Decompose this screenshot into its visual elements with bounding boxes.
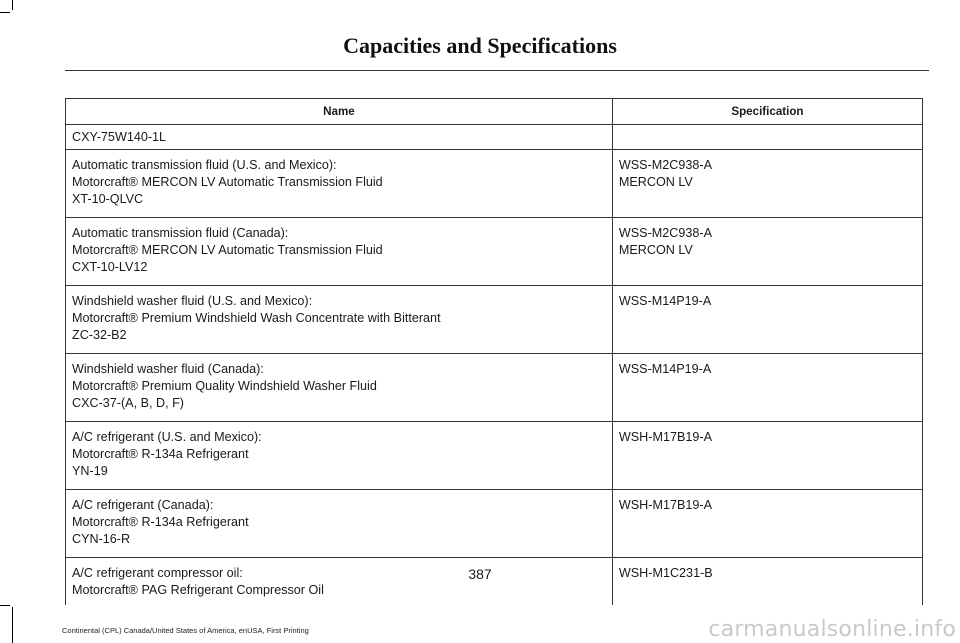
cell-name bbox=[66, 490, 613, 558]
cell-name-line: A/C refrigerant compressor oil: bbox=[72, 566, 243, 580]
cell-name-line: Automatic transmission fluid (U.S. and Mexico): bbox=[72, 158, 337, 172]
cell-name bbox=[66, 125, 613, 150]
cell-name bbox=[66, 218, 613, 286]
crop-mark-bottom-left-v bbox=[12, 607, 13, 643]
title-rule bbox=[65, 70, 929, 71]
cell-name-line: CXY-75W140-1L bbox=[72, 130, 167, 144]
cell-specification bbox=[612, 286, 922, 354]
cell-specification-line: WSS-M2C938-A bbox=[618, 226, 712, 240]
cell-specification bbox=[612, 490, 922, 558]
cell-name-line: Motorcraft® R-134a Refrigerant bbox=[72, 447, 249, 461]
table-header-row bbox=[66, 99, 923, 125]
cell-specification bbox=[612, 150, 922, 218]
cell-name-line: Motorcraft® PAG Refrigerant Compressor Oil bbox=[72, 583, 324, 597]
page-number: 387 bbox=[468, 566, 492, 582]
cell-name bbox=[66, 422, 613, 490]
cell-name-line: ZC-32-B2 bbox=[72, 328, 127, 342]
cell-name-line: CXC-37-(A, B, D, F) bbox=[72, 396, 184, 410]
crop-mark-bottom-left-h bbox=[0, 605, 10, 606]
cell-name-line: Motorcraft® MERCON LV Automatic Transmission Fluid bbox=[72, 243, 383, 257]
cell-name bbox=[66, 286, 613, 354]
cell-name-line: Motorcraft® Premium Windshield Wash Concentrate with Bitterant bbox=[72, 311, 441, 325]
cell-name-line: Motorcraft® R-134a Refrigerant bbox=[72, 515, 249, 529]
printing-footer: Continental (CPL) Canada/United States of America, enUSA, First Printing bbox=[62, 626, 309, 635]
cell-specification-line: WSS-M2C938-A bbox=[618, 158, 712, 172]
cell-specification-line: MERCON LV bbox=[618, 243, 693, 257]
cell-name-line: A/C refrigerant (Canada): bbox=[72, 498, 214, 512]
cell-specification bbox=[612, 422, 922, 490]
page-title: Capacities and Specifications bbox=[343, 33, 617, 58]
table-row bbox=[66, 150, 923, 218]
table-body bbox=[66, 125, 923, 606]
cell-name-line: CXT-10-LV12 bbox=[72, 260, 148, 274]
cell-name-line: Motorcraft® Premium Quality Windshield Washer Fluid bbox=[72, 379, 377, 393]
cell-specification-line: WSS-M14P19-A bbox=[618, 362, 712, 376]
cell-name-line: Windshield washer fluid (U.S. and Mexico): bbox=[72, 294, 313, 308]
table-row bbox=[66, 286, 923, 354]
crop-mark-top-left-v bbox=[12, 0, 13, 10]
table-row bbox=[66, 490, 923, 558]
cell-name-line: Windshield washer fluid (Canada): bbox=[72, 362, 264, 376]
cell-name-line: CYN-16-R bbox=[72, 532, 131, 546]
table-row bbox=[66, 354, 923, 422]
crop-mark-top-left-h bbox=[0, 12, 10, 13]
table-row bbox=[66, 125, 923, 150]
cell-specification-line: WSH-M1C231-B bbox=[618, 566, 713, 580]
cell-specification-line: MERCON LV bbox=[618, 175, 693, 189]
cell-specification bbox=[612, 354, 922, 422]
cell-specification bbox=[612, 125, 922, 150]
table-row bbox=[66, 218, 923, 286]
column-header-specification: Specification bbox=[612, 99, 922, 125]
table-row bbox=[66, 422, 923, 490]
cell-name-line: Motorcraft® MERCON LV Automatic Transmission Fluid bbox=[72, 175, 383, 189]
column-header-name: Name bbox=[66, 99, 613, 125]
specification-table bbox=[65, 98, 923, 605]
cell-name-line: Automatic transmission fluid (Canada): bbox=[72, 226, 289, 240]
cell-specification bbox=[612, 218, 922, 286]
cell-name bbox=[66, 150, 613, 218]
cell-specification-line: WSH-M17B19-A bbox=[618, 430, 712, 444]
cell-name bbox=[66, 354, 613, 422]
cell-name-line: A/C refrigerant (U.S. and Mexico): bbox=[72, 430, 262, 444]
cell-name-line: XT-10-QLVC bbox=[72, 192, 144, 206]
cell-name-line: YN-19 bbox=[72, 464, 108, 478]
cell-specification-line: WSH-M17B19-A bbox=[618, 498, 712, 512]
cell-specification-line: WSS-M14P19-A bbox=[618, 294, 712, 308]
watermark-text: carmanualsonline.info bbox=[708, 617, 956, 642]
